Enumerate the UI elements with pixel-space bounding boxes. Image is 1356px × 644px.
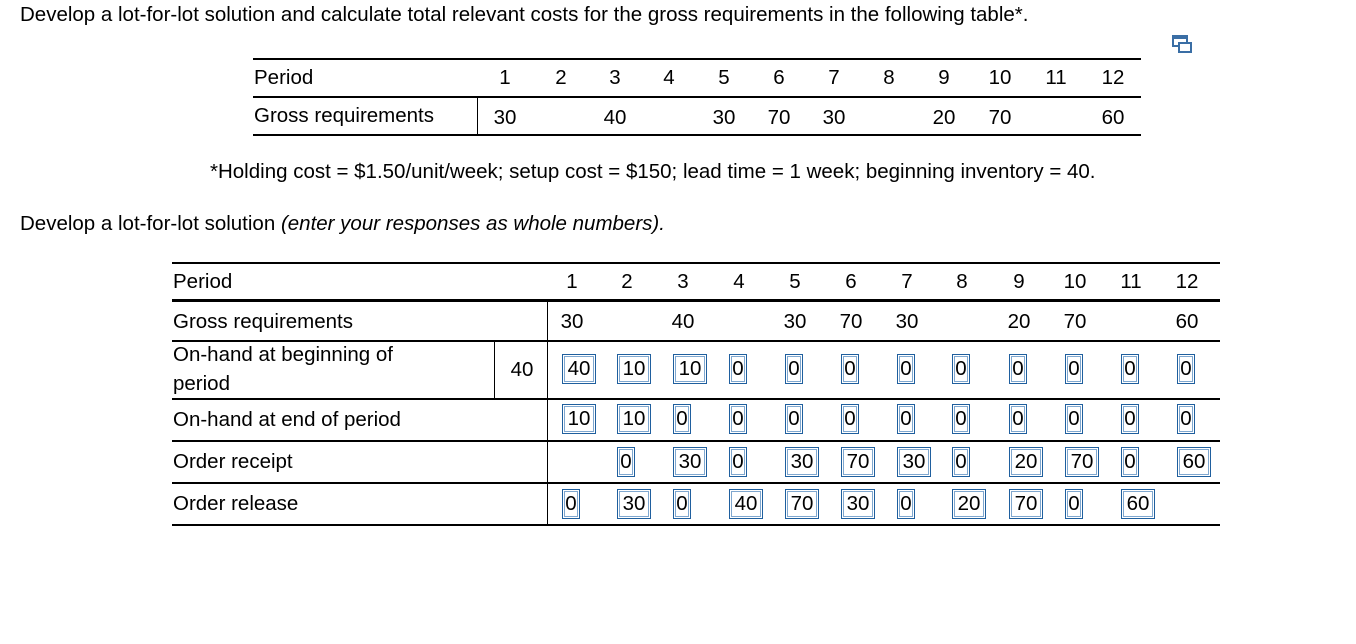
given-period-4: 4	[663, 66, 675, 89]
answer-period-8: 8	[956, 270, 968, 293]
order-release-input-10[interactable]: 0	[1065, 489, 1083, 519]
answer-period-11: 11	[1120, 270, 1142, 293]
given-period-3: 3	[609, 66, 621, 89]
order-release-input-6[interactable]: 30	[841, 489, 875, 519]
instruction-text	[20, 212, 665, 236]
given-period-5: 5	[718, 66, 730, 89]
given-period-9: 9	[938, 66, 950, 89]
onhand-begin-input-2[interactable]: 10	[617, 354, 651, 384]
answer-period-1: 1	[566, 270, 578, 293]
onhand-end-input-8[interactable]: 0	[952, 404, 970, 434]
onhand-end-input-9[interactable]: 0	[1009, 404, 1027, 434]
order-release-input-4[interactable]: 40	[729, 489, 763, 519]
given-gross-5: 30	[712, 106, 736, 129]
onhand-end-input-2[interactable]: 10	[617, 404, 651, 434]
onhand-end-input-11[interactable]: 0	[1121, 404, 1139, 434]
given-gross-10: 70	[988, 106, 1012, 129]
order-release-input-2[interactable]: 30	[617, 489, 651, 519]
onhand-begin-label-line2: period	[173, 372, 230, 395]
onhand-end-input-5[interactable]: 0	[785, 404, 803, 434]
given-period-label: Period	[254, 66, 314, 89]
onhand-end-input-12[interactable]: 0	[1177, 404, 1195, 434]
onhand-begin-input-8[interactable]: 0	[952, 354, 970, 384]
answer-period-10: 10	[1063, 270, 1087, 293]
answer-period-9: 9	[1013, 270, 1025, 293]
answer-gross-7: 30	[895, 310, 919, 333]
given-period-11: 11	[1045, 66, 1067, 89]
onhand-end-input-3[interactable]: 0	[673, 404, 691, 434]
order-receipt-input-7[interactable]: 30	[897, 447, 931, 477]
order-receipt-input-2[interactable]: 0	[617, 447, 635, 477]
answer-period-3: 3	[677, 270, 689, 293]
answer-gross-10: 70	[1063, 310, 1087, 333]
order-receipt-input-6[interactable]: 70	[841, 447, 875, 477]
given-period-1: 1	[499, 66, 511, 89]
onhand-begin-input-11[interactable]: 0	[1121, 354, 1139, 384]
onhand-end-input-4[interactable]: 0	[729, 404, 747, 434]
instruction-italic: (enter your responses as whole numbers).	[280, 212, 665, 235]
order-receipt-input-4[interactable]: 0	[729, 447, 747, 477]
given-gross-label: Gross requirements	[254, 104, 435, 127]
onhand-begin-input-10[interactable]: 0	[1065, 354, 1083, 384]
order-release-input-9[interactable]: 70	[1009, 489, 1043, 519]
given-requirements-table	[253, 58, 1141, 136]
copy-table-icon[interactable]	[1172, 35, 1192, 53]
answer-gross-5: 30	[783, 310, 807, 333]
onhand-begin-input-6[interactable]: 0	[841, 354, 859, 384]
order-release-input-8[interactable]: 20	[952, 489, 986, 519]
answer-period-label: Period	[173, 270, 233, 293]
answer-gross-6: 70	[839, 310, 863, 333]
given-period-12: 12	[1101, 66, 1125, 89]
order-receipt-input-12[interactable]: 60	[1177, 447, 1211, 477]
onhand-begin-input-1[interactable]: 40	[562, 354, 596, 384]
answer-period-5: 5	[789, 270, 801, 293]
order-release-input-11[interactable]: 60	[1121, 489, 1155, 519]
given-period-10: 10	[988, 66, 1012, 89]
question-text: Develop a lot-for-lot solution and calculate total relevant costs for the gross requirements in the following table*.	[20, 3, 1029, 26]
answer-gross-12: 60	[1175, 310, 1199, 333]
given-gross-7: 30	[822, 106, 846, 129]
onhand-begin-input-12[interactable]: 0	[1177, 354, 1195, 384]
lot-for-lot-answer-table	[172, 262, 1220, 526]
given-period-2: 2	[555, 66, 567, 89]
answer-period-4: 4	[733, 270, 745, 293]
given-gross-3: 40	[603, 106, 627, 129]
order-receipt-input-5[interactable]: 30	[785, 447, 819, 477]
onhand-begin-input-7[interactable]: 0	[897, 354, 915, 384]
onhand-end-input-10[interactable]: 0	[1065, 404, 1083, 434]
onhand-begin-input-9[interactable]: 0	[1009, 354, 1027, 384]
answer-gross-label: Gross requirements	[173, 310, 354, 333]
given-gross-9: 20	[932, 106, 956, 129]
onhand-end-input-7[interactable]: 0	[897, 404, 915, 434]
beginning-inventory-value: 40	[510, 358, 534, 381]
onhand-end-input-6[interactable]: 0	[841, 404, 859, 434]
order-release-input-7[interactable]: 0	[897, 489, 915, 519]
onhand-begin-label-line1: On-hand at beginning of	[173, 343, 393, 366]
given-gross-1: 30	[493, 106, 517, 129]
answer-period-12: 12	[1175, 270, 1199, 293]
order-release-input-3[interactable]: 0	[673, 489, 691, 519]
order-receipt-input-3[interactable]: 30	[673, 447, 707, 477]
given-period-6: 6	[773, 66, 785, 89]
order-release-input-5[interactable]: 70	[785, 489, 819, 519]
answer-period-2: 2	[621, 270, 633, 293]
footnote-text: *Holding cost = $1.50/unit/week; setup cost = $150; lead time = 1 week; beginning inventory = 40.	[210, 160, 1096, 183]
answer-gross-9: 20	[1007, 310, 1031, 333]
answer-period-7: 7	[901, 270, 913, 293]
given-period-7: 7	[828, 66, 840, 89]
order-receipt-label: Order receipt	[173, 450, 293, 473]
onhand-begin-input-3[interactable]: 10	[673, 354, 707, 384]
onhand-end-label: On-hand at end of period	[173, 408, 401, 431]
answer-gross-3: 40	[671, 310, 695, 333]
onhand-begin-input-4[interactable]: 0	[729, 354, 747, 384]
answer-period-6: 6	[845, 270, 857, 293]
order-release-label: Order release	[173, 492, 299, 515]
instruction-main: Develop a lot-for-lot solution	[20, 212, 281, 235]
order-release-input-1[interactable]: 0	[562, 489, 580, 519]
order-receipt-input-8[interactable]: 0	[952, 447, 970, 477]
given-gross-12: 60	[1101, 106, 1125, 129]
order-receipt-input-9[interactable]: 20	[1009, 447, 1043, 477]
order-receipt-input-10[interactable]: 70	[1065, 447, 1099, 477]
answer-gross-1: 30	[560, 310, 584, 333]
onhand-end-input-1[interactable]: 10	[562, 404, 596, 434]
given-gross-6: 70	[767, 106, 791, 129]
order-receipt-input-11[interactable]: 0	[1121, 447, 1139, 477]
given-period-8: 8	[883, 66, 895, 89]
onhand-begin-input-5[interactable]: 0	[785, 354, 803, 384]
